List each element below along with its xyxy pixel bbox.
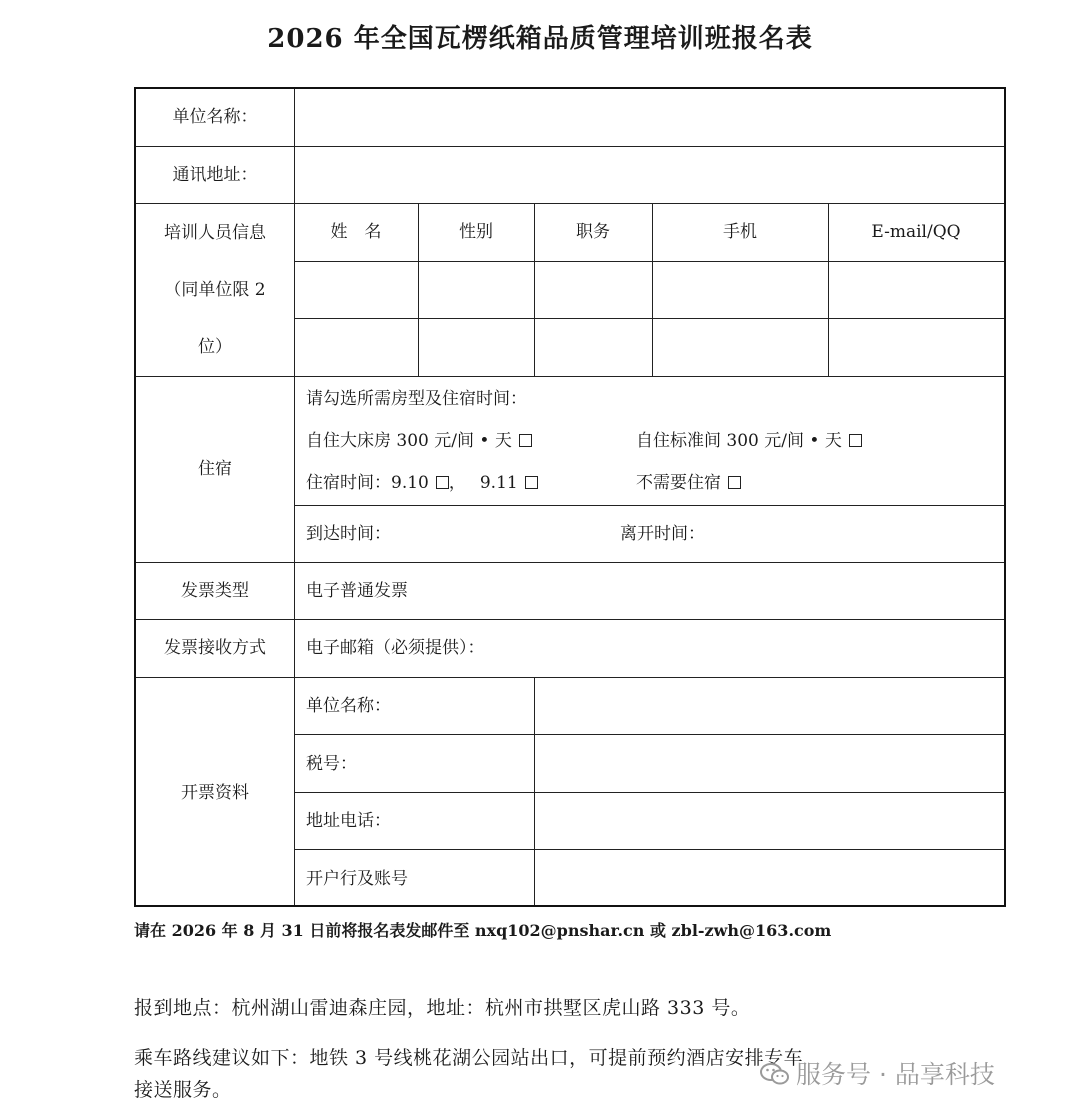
billing-org-name-label: 单位名称： bbox=[306, 696, 391, 716]
route-text-line1: 乘车路线建议如下：地铁 3 号线桃花湖公园站出口，可提前预约酒店安排专车 bbox=[134, 1047, 804, 1069]
address-field[interactable] bbox=[296, 148, 1002, 202]
trainee-label-line3: 位） bbox=[198, 337, 232, 357]
stay-time-row bbox=[306, 473, 538, 493]
lodging-label: 住宿 bbox=[198, 459, 232, 479]
org-name-field[interactable] bbox=[296, 91, 1002, 145]
invoice-receive-value: 电子邮箱（必须提供）： bbox=[306, 638, 485, 658]
venue-text: 报到地点：杭州湖山雷迪森庄园，地址：杭州市拱墅区虎山路 333 号。 bbox=[134, 997, 751, 1019]
standard-room-checkbox[interactable] bbox=[849, 434, 862, 447]
header-gender: 性别 bbox=[459, 222, 493, 242]
no-lodging-option bbox=[636, 473, 741, 493]
arrival-time-label: 到达时间： bbox=[306, 524, 391, 544]
trainee-label-line2: （同单位限 2 bbox=[164, 280, 266, 300]
billing-tax-no-label: 税号： bbox=[306, 754, 357, 774]
watermark bbox=[760, 1055, 995, 1091]
submission-notice: 请在 2026 年 8 月 31 日前将报名表发邮件至 nxq102@pnshar.cn 或 zbl-zwh@163.com bbox=[134, 921, 832, 940]
no-lodging-label: 不需要住宿 bbox=[636, 473, 721, 493]
billing-label: 开票资料 bbox=[181, 783, 249, 803]
invoice-receive-label: 发票接收方式 bbox=[164, 638, 266, 658]
departure-time-label: 离开时间： bbox=[620, 524, 705, 544]
header-email: E-mail/QQ bbox=[871, 222, 961, 242]
stay-0911-label: 9.11 bbox=[479, 473, 518, 493]
stay-time-label: 住宿时间：9.10 bbox=[306, 473, 429, 493]
watermark-text: 服务号 · 品享科技 bbox=[796, 1060, 995, 1089]
header-position: 职务 bbox=[576, 222, 610, 242]
wechat-icon bbox=[760, 1062, 790, 1086]
registration-form bbox=[134, 87, 1006, 907]
billing-address-phone-label: 地址电话： bbox=[306, 811, 391, 831]
big-bed-option-label: 自住大床房 300 元/间 • 天 bbox=[306, 431, 512, 451]
standard-room-option-label: 自住标准间 300 元/间 • 天 bbox=[636, 431, 842, 451]
billing-bank-account-label: 开户行及账号 bbox=[306, 869, 408, 889]
stay-0911-checkbox[interactable] bbox=[525, 476, 538, 489]
big-bed-option bbox=[306, 431, 532, 451]
no-lodging-checkbox[interactable] bbox=[728, 476, 741, 489]
org-name-label: 单位名称： bbox=[172, 107, 258, 127]
stay-0910-checkbox[interactable] bbox=[436, 476, 449, 489]
header-mobile: 手机 bbox=[723, 222, 757, 242]
big-bed-checkbox[interactable] bbox=[519, 434, 532, 447]
invoice-type-value: 电子普通发票 bbox=[306, 581, 408, 601]
route-text-line2: 接送服务。 bbox=[134, 1079, 232, 1101]
lodging-prompt: 请勾选所需房型及住宿时间： bbox=[306, 389, 527, 409]
standard-room-option bbox=[636, 431, 862, 451]
stay-time-separator: ， bbox=[448, 473, 466, 493]
form-title: 2026 年全国瓦楞纸箱品质管理培训班报名表 bbox=[267, 24, 813, 54]
address-label: 通讯地址： bbox=[172, 165, 258, 185]
invoice-type-label: 发票类型 bbox=[181, 581, 249, 601]
trainee-label-line1: 培训人员信息 bbox=[164, 223, 266, 243]
header-name: 姓 名 bbox=[330, 222, 382, 242]
